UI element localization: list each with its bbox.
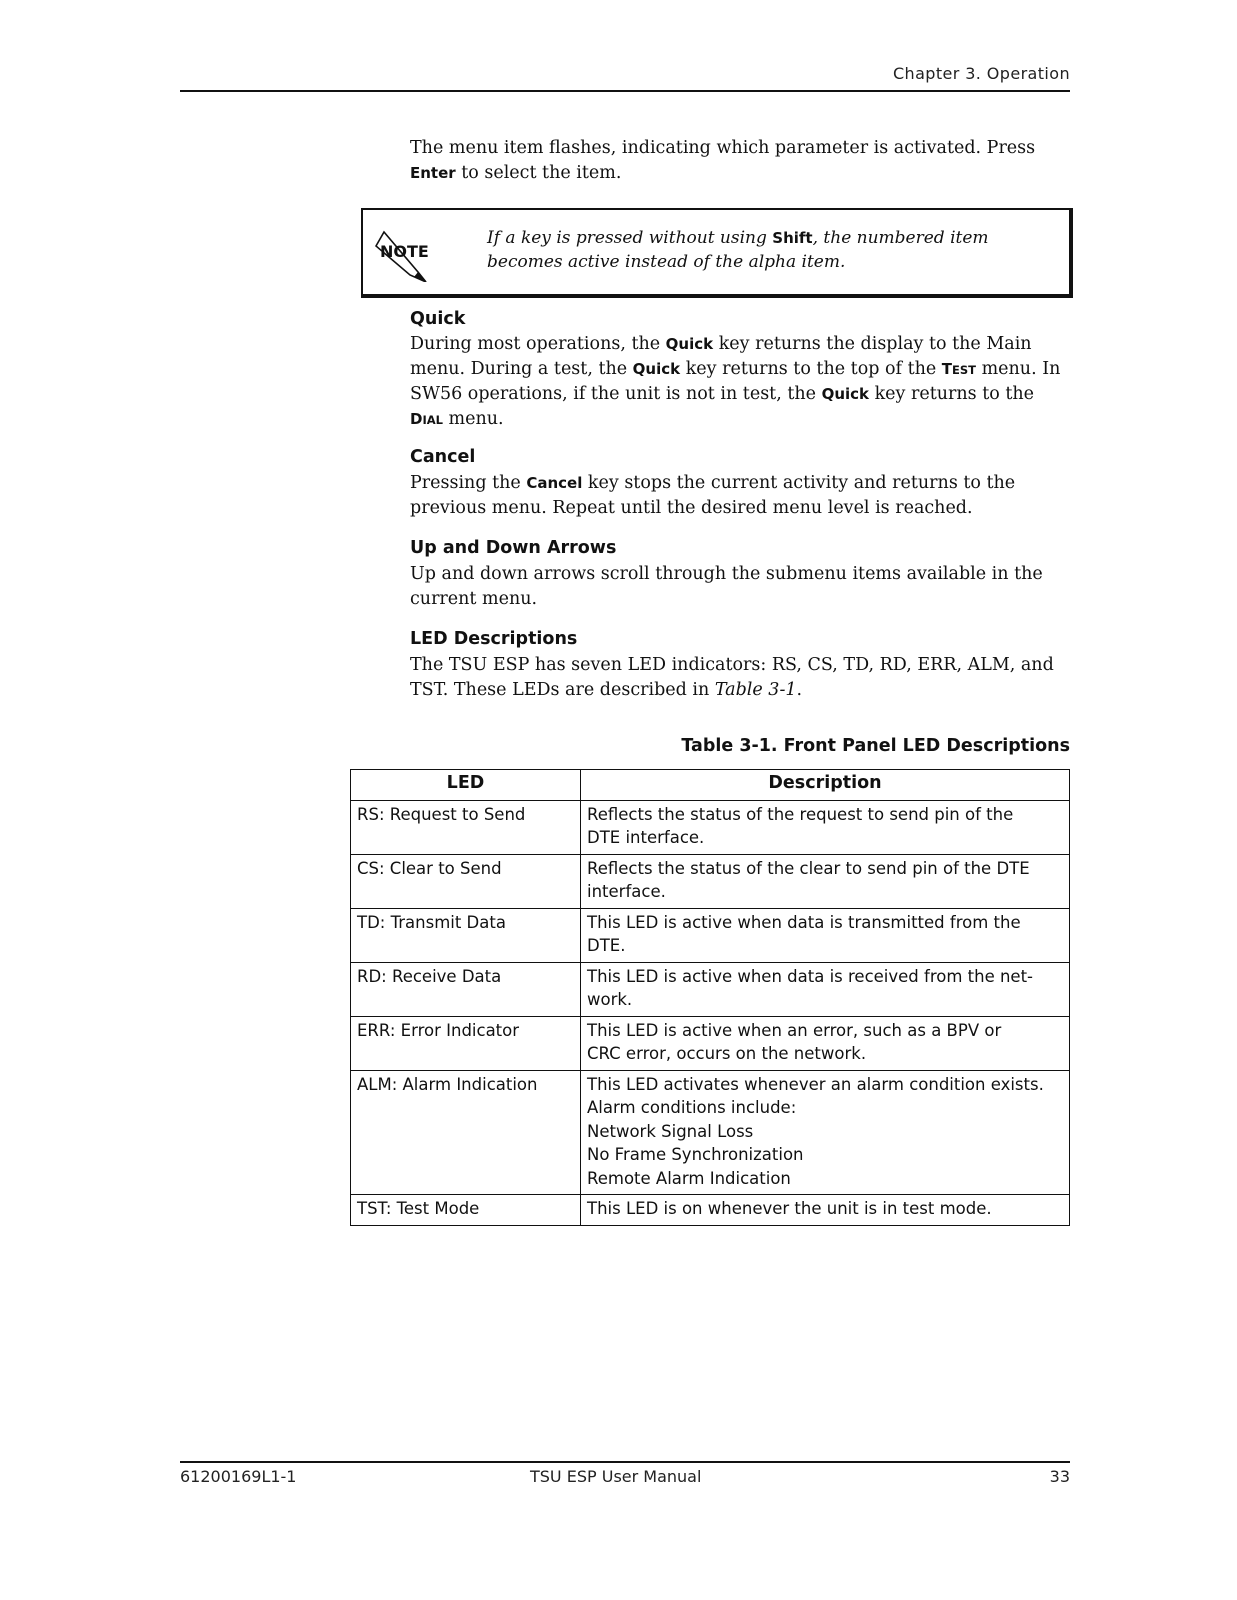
table-row <box>351 1070 1070 1195</box>
intro-text-before: The menu item flashes, indicating which parameter is activated. Press <box>410 138 1036 158</box>
quick-text-1: During most operations, the <box>410 334 666 354</box>
led-table <box>350 769 1070 1226</box>
description-line: This LED is active when an error, such as a BPV or <box>587 1020 1002 1040</box>
quick-text-5: key returns to the <box>869 384 1034 404</box>
footer-rule <box>180 1461 1070 1463</box>
led-name-cell: TD: Transmit Data <box>351 908 581 962</box>
led-description-cell <box>581 908 1070 962</box>
description-line: This LED is active when data is received from the net- <box>587 966 1034 986</box>
running-header: Chapter 3. Operation <box>892 64 1070 83</box>
table-header-row <box>351 770 1070 801</box>
page-number: 33 <box>1049 1467 1070 1486</box>
quick-text-2: key returns the display to the Main menu. During a test, the <box>410 334 1032 379</box>
description-line: Reflects the status of the clear to send pin of the DTE <box>587 858 1030 878</box>
intro-text-after: to select the item. <box>455 162 622 183</box>
description-line: DTE. <box>587 936 626 955</box>
led-paragraph <box>410 653 1070 702</box>
led-name-cell: CS: Clear to Send <box>351 854 581 908</box>
enter-key-label: Enter <box>410 163 456 182</box>
column-header-description: Description <box>581 770 1070 801</box>
note-text-before: If a key is pressed without using <box>487 228 773 248</box>
arrows-paragraph: Up and down arrows scroll through the submenu items available in the current menu. <box>410 564 1043 609</box>
description-line: Remote Alarm Indication <box>587 1168 791 1188</box>
manual-title: TSU ESP User Manual <box>530 1467 702 1486</box>
section-heading-quick: Quick <box>410 309 466 329</box>
led-name-cell: ERR: Error Indicator <box>351 1016 581 1070</box>
description-line: This LED is active when data is transmitted from the <box>587 912 1021 932</box>
note-text-after: , the numbered item becomes active instead of the alpha item. <box>487 228 989 272</box>
description-line: DTE interface. <box>587 828 705 847</box>
cancel-paragraph <box>410 471 1070 520</box>
description-line: No Frame Synchronization <box>587 1145 804 1164</box>
description-line: Alarm conditions include: <box>587 1098 797 1117</box>
section-heading-cancel: Cancel <box>410 447 476 467</box>
led-description-cell <box>581 1016 1070 1070</box>
quick-key-label: Quick <box>665 335 714 353</box>
section-heading-arrows: Up and Down Arrows <box>410 538 617 558</box>
test-menu-initial: T <box>941 359 953 378</box>
description-line: Network Signal Loss <box>587 1121 754 1141</box>
quick-key-label: Quick <box>821 385 870 403</box>
led-description-cell <box>581 1195 1070 1226</box>
description-line: This LED is on whenever the unit is in test mode. <box>587 1199 992 1218</box>
led-description-cell <box>581 962 1070 1016</box>
section-heading-led: LED Descriptions <box>410 629 578 649</box>
quick-paragraph <box>410 332 1070 432</box>
shift-key-label: Shift <box>772 229 813 247</box>
quick-text-6: menu. <box>442 408 504 429</box>
table-caption: Table 3-1. Front Panel LED Descriptions <box>681 736 1070 756</box>
quick-text-4: menu. In SW56 operations, if the unit is not in test, the <box>410 358 1061 404</box>
led-text-1: The TSU ESP has seven LED indicators: RS, CS, TD, RD, ERR, ALM, and TST. These LEDs are described in <box>410 655 1054 700</box>
document-number: 61200169L1-1 <box>180 1467 297 1486</box>
led-description-cell <box>581 1070 1070 1195</box>
dial-menu-rest: IAL <box>422 412 443 427</box>
note-box <box>361 208 1073 298</box>
note-text <box>487 226 1067 274</box>
led-description-cell <box>581 854 1070 908</box>
led-name-cell: ALM: Alarm Indication <box>351 1070 581 1195</box>
description-line: work. <box>587 990 633 1009</box>
note-icon-label: NOTE <box>380 242 429 261</box>
table-row <box>351 1016 1070 1070</box>
quick-text-3: key returns to the top of the <box>680 358 942 379</box>
description-line: CRC error, occurs on the network. <box>587 1044 867 1063</box>
column-header-led: LED <box>351 770 581 801</box>
quick-key-label: Quick <box>632 359 681 378</box>
cancel-text-1: Pressing the <box>410 473 527 493</box>
dial-menu-name <box>410 410 443 428</box>
header-rule <box>180 90 1070 92</box>
table-row <box>351 800 1070 854</box>
cancel-key-label: Cancel <box>526 474 583 492</box>
led-description-cell <box>581 800 1070 854</box>
table-row <box>351 962 1070 1016</box>
table-reference: Table 3-1 <box>714 679 797 700</box>
description-line: This LED activates whenever an alarm condition exists. <box>587 1074 1044 1094</box>
intro-paragraph <box>410 136 1070 185</box>
led-text-2: . <box>796 679 803 700</box>
led-name-cell: RS: Request to Send <box>351 800 581 854</box>
test-menu-name <box>942 360 976 378</box>
note-icon <box>373 226 435 287</box>
table-row <box>351 854 1070 908</box>
led-name-cell: RD: Receive Data <box>351 962 581 1016</box>
table-body <box>351 800 1070 1225</box>
led-name-cell: TST: Test Mode <box>351 1195 581 1226</box>
table-row <box>351 1195 1070 1226</box>
description-line: Reflects the status of the request to send pin of the <box>587 804 1014 824</box>
test-menu-rest: EST <box>952 362 977 377</box>
cancel-text-2: key stops the current activity and returns to the previous menu. Repeat until the desired menu level is reached. <box>410 473 1016 518</box>
description-line: interface. <box>587 882 666 901</box>
dial-menu-initial: D <box>410 409 423 428</box>
table-row <box>351 908 1070 962</box>
